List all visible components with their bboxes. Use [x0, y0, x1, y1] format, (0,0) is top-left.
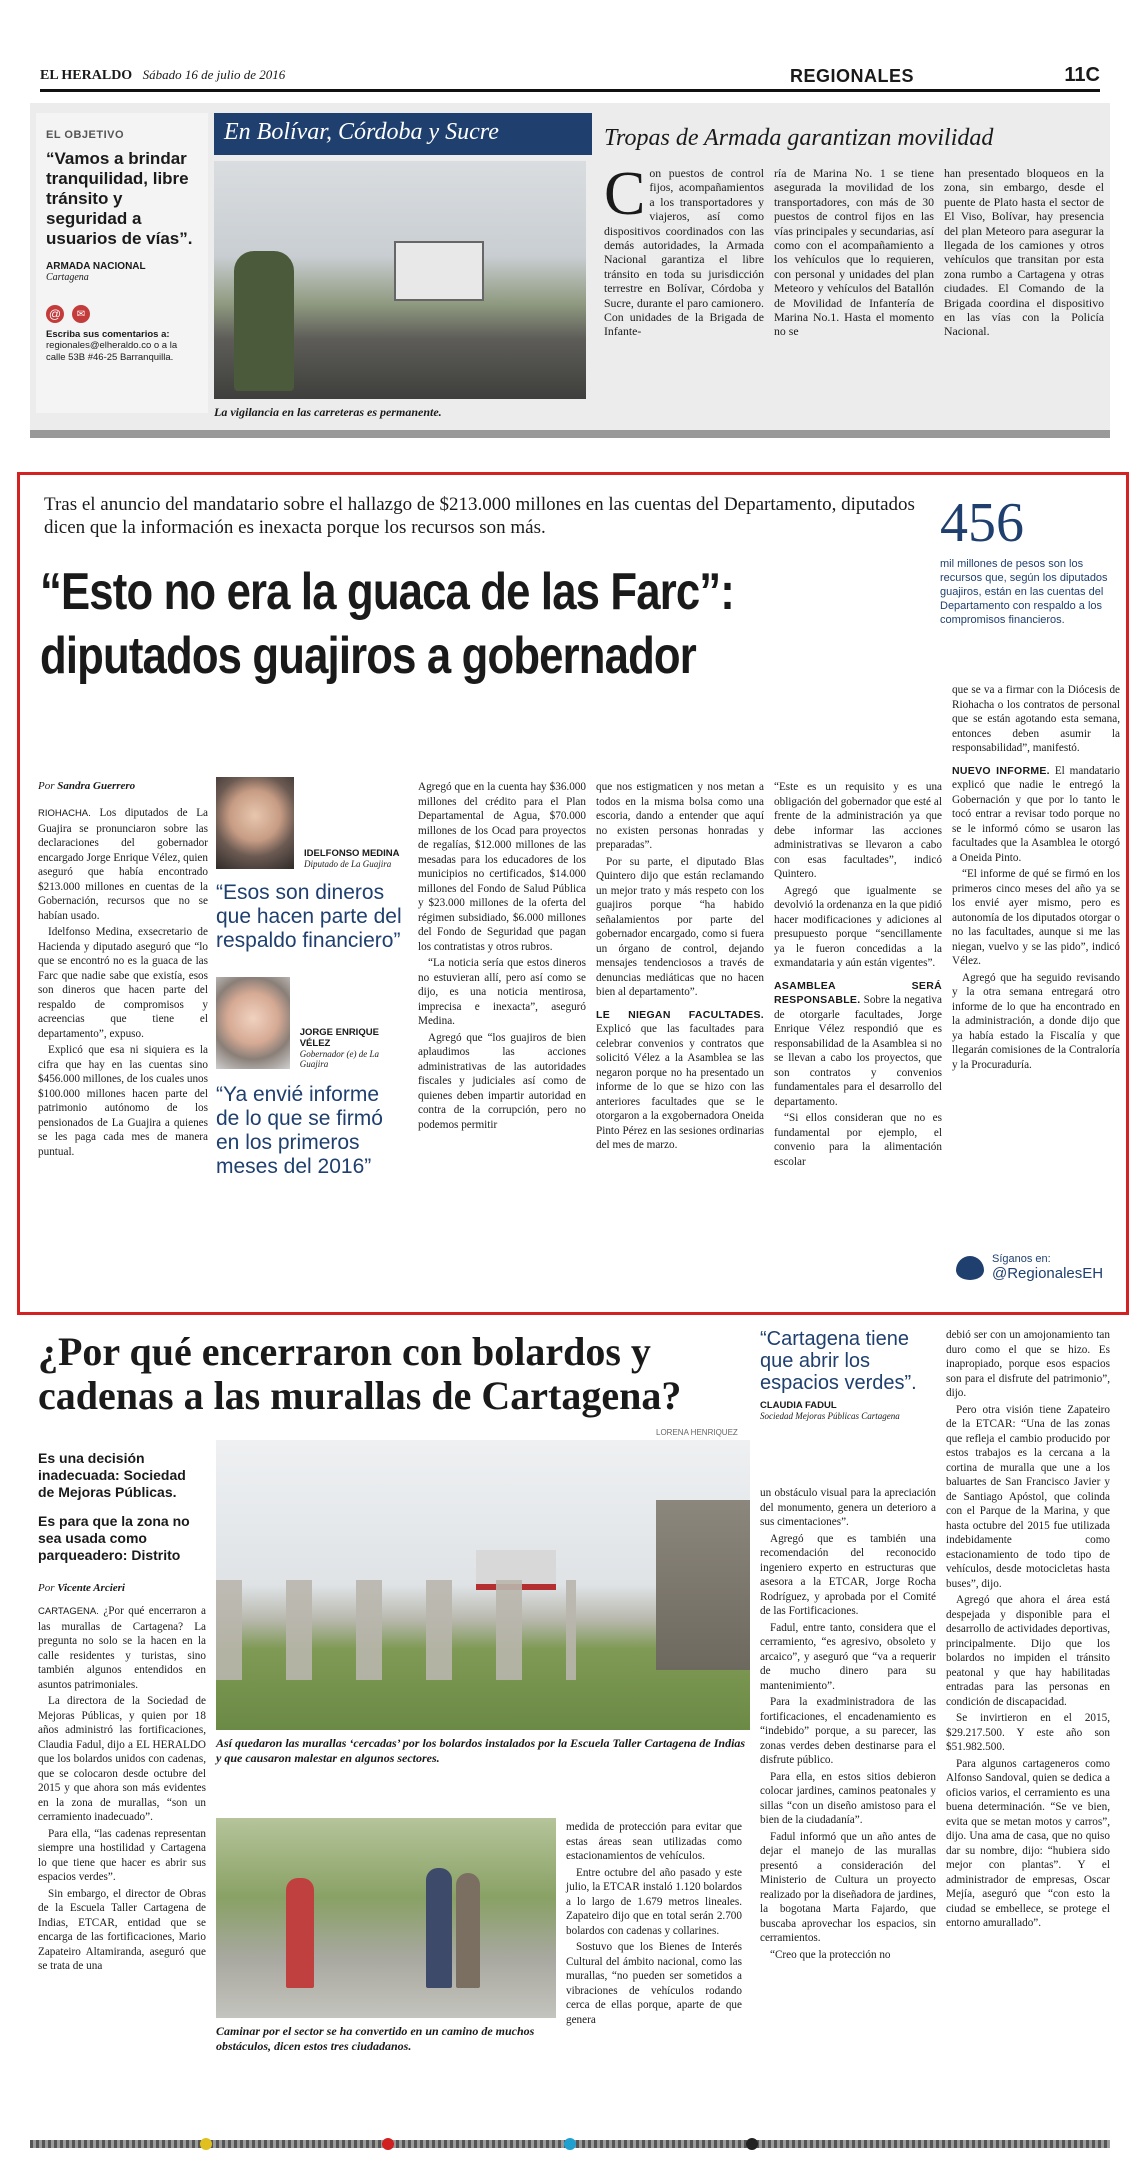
murallas-photo: [216, 1440, 750, 1730]
guaca-c6-2: [952, 764, 1120, 866]
guaca-c4-2: Por su parte, el diputado Blas Quintero dijo que están reclamando un mejor trato y más respeto con los guajiros porque “ha habido señalamientos por parte del gobernador encargado, como si fuera un órgano de control, dejando mensajes tendenciosos a través de denuncias mediáticas que no hacen bien al departamento”.: [596, 855, 764, 998]
guaca-c6-3: “El informe de qué se firmó en los primeros cinco meses del año ya se los envié ayer mismo, pero es autonomía de los diputados otorgar o no las facultades, aunque si me las niegan, vuelvo y se las pido”, indicó Vélez.: [952, 868, 1120, 967]
bolivar-text-2: ría de Marina No. 1 se tiene asegurada la movilidad de los transportadores, con más de 30 puestos de control fijos en las vías principales y secundarias, así como con el acompañamiento a los vehículos que lo requieren, con personal y unidades del plan Meteoro y vehículos del Batallón de Movilidad de Infantería de Marina No.1. Hasta el momento no se: [774, 166, 934, 339]
murallas-quote-role: Sociedad Mejoras Públicas Cartagena: [760, 1411, 900, 1421]
murallas-photo-credit: LORENA HENRIQUEZ: [656, 1428, 738, 1437]
twitter-label: Síganos en:: [992, 1253, 1051, 1265]
m-c4-4: Para la exadministradora de las fortificaciones, el encadenamiento es “indebido” porque, a su parecer, las zonas verdes deben destinarse para el disfrute público.: [760, 1696, 936, 1766]
dropcap: C: [604, 160, 646, 228]
guaca-c6-1: que se va a firmar con la Diócesis de Riohacha o los contratos de personal que se están agotando esta semana, entonces deben asumir la responsabilidad”, manifestó.: [952, 684, 1120, 754]
truck-figure: [394, 241, 484, 301]
guaca-col-1: [38, 780, 208, 1161]
medina-name: IDELFONSO MEDINA: [304, 848, 400, 859]
medina-quote: “Esos son dineros que hacen parte del respaldo financiero”: [216, 881, 402, 952]
m-c4-6: Fadul informó que un año antes de dejar el manejo de las murallas presentó a consideración del Ministerio de Cultura un proyecto realizado por la diseñadora de jardines, la bogotana Marta Fajardo, que buscaba aprovechar los espacios, sin cerramientos.: [760, 1830, 936, 1944]
wall-bastion: [656, 1500, 750, 1670]
soldier-figure: [234, 251, 294, 391]
velez-role: Gobernador (e) de La Guajira: [299, 1049, 379, 1069]
guaca-col-5: [774, 780, 942, 1171]
guaca-c3-3: Agregó que “los guajiros de bien aplaudimos las acciones administrativas de las autoridades fiscales y judiciales así como de quienes deben impartir autoridad en contra de la corrupción, pero no podemos permitir: [418, 1031, 586, 1131]
mail-icon: ✉: [72, 305, 90, 323]
contact-label: Escriba sus comentarios a:: [46, 329, 170, 340]
guaca-col-4: [596, 780, 764, 1155]
m-c1-4: Sin embargo, el director de Obras de la Escuela Taller Cartagena de Indias, ETCAR, entidad que se encarga de las fortificaciones, Mario Zapateiro Altamiranda, aseguró que se trata de una: [38, 1887, 206, 1972]
guaca-stat-text: mil millones de pesos son los recursos que, según los diputados guajiros, están en las cuentas del Departamento con respaldo a los compromisos financieros.: [940, 558, 1108, 626]
murallas-photo-2: [216, 1818, 556, 2018]
dateline: RIOHACHA.: [38, 808, 91, 819]
twitter-icon: [956, 1256, 984, 1280]
twitter-handle: @RegionalesEH: [992, 1265, 1104, 1282]
guaca-quotes-col: [216, 777, 406, 1179]
bolivar-article: [604, 125, 1104, 341]
objetivo-label: EL OBJETIVO: [46, 129, 125, 141]
reg-dot-icon: [382, 2138, 394, 2150]
guaca-c6-after: El mandatario explicó que nadie le entregó la Gobernación y que por lo tanto le tocó entrar a revisar todo porque no se le informó cómo se usaron las facultades que la Asamblea le otorgó a Oneida Pinto.: [952, 764, 1121, 864]
bolivar-text-3: han presentado bloqueos en la zona, sin embargo, desde el puente de Plato hasta el sector de El Viso, Bolívar, hay presencia del plan Meteoro para asegurar la llegada de los camiones y otros vehículos que transitan por esta zona rumbo a Cartagena y otras ciudades. El Comando de la Brigada coordina el dispositivo en las vías con la Policía Nacional.: [944, 166, 1104, 339]
bollards-row: [216, 1580, 576, 1680]
guaca-headline-1: “Esto no era la guaca de las Farc”:: [40, 563, 735, 621]
murallas-article: [30, 1320, 1110, 2140]
m-dateline: CARTAGENA.: [38, 1606, 99, 1617]
contact-icons: [46, 305, 198, 323]
walker-figure-2: [426, 1868, 452, 1988]
guaca-c5-after: Sobre la negativa de otorgarle facultades, Jorge Enrique Vélez respondió que es responsabilidad de la Asamblea si no se llevan a cabo los proyectos, que son contratos y convenios fundamentales para el desarrollo del departamento.: [774, 994, 942, 1108]
m-c1-2: La directora de la Sociedad de Mejoras Públicas, y quien por 18 años administró las fortificaciones, Claudia Fadul, dijo a EL HERALDO que los bolardos unidos con cadenas, que se colocaron desde octubre del 2015 y que ahora son más evidentes en la zona de murallas, “son un cerramiento inadecuado”.: [38, 1695, 206, 1823]
m-c1-1: ¿Por qué encerraron a las murallas de Cartagena? La pregunta no solo se la hacen en la calle residentes y turistas, sino también algunos entendidos en asuntos patrimoniales.: [38, 1605, 207, 1691]
objetivo-quote: “Vamos a brindar tranquilidad, libre tránsito y seguridad a usuarios de vías”.: [46, 149, 193, 248]
guaca-col-3: [418, 780, 586, 1134]
m-c5-4: Se invirtieron en el 2015, $29.217.500. Y este año son $51.982.500.: [946, 1712, 1110, 1753]
guaca-p1: Los diputados de La Guajira se pronunciaron sobre las declaraciones del gobernador encargado Jorge Enrique Vélez, quien aseguró que había encontrado $213.000 millones en cuentas de la Gobernación, recursos que no se habían usado.: [38, 807, 208, 922]
murallas-quote: “Cartagena tiene que abrir los espacios verdes”.: [760, 1328, 917, 1394]
bolivar-banner: En Bolívar, Córdoba y Sucre: [214, 113, 592, 155]
guaca-c4-1: que nos estigmaticen y nos metan a todos en la misma bolsa como una escoria, dando a entender que aquí no existen personas honradas y preparadas”.: [596, 781, 764, 851]
contact-address[interactable]: regionales@elheraldo.co o a la calle 53B #46-25 Barranquilla.: [46, 340, 178, 363]
guaca-stat: 456: [940, 492, 1024, 554]
murallas-col-1: [38, 1450, 206, 1976]
objetivo-box: [36, 113, 208, 413]
m-byline-prefix: Por: [38, 1582, 55, 1594]
guaca-c5-last: “Si ellos consideran que no es fundamental por ejemplo, el convenio para la alimentación escolar: [774, 1112, 942, 1168]
section-name: REGIONALES: [790, 66, 915, 86]
walker-figure-1: [286, 1878, 314, 1988]
guaca-c4-after: Explicó que las facultades para celebrar convenios y contratos que solicitó Vélez a la Asamblea se las negaron porque no ha presentado un informe de lo que se hizo con las anteriores facultades que se le otorgaron a la exgobernadora Oneida Pinto Pérez en las sesiones ordinarias del mes de marzo.: [596, 1023, 764, 1151]
murallas-quote-box: [760, 1328, 936, 1421]
deck-1: Es una decisión inadecuada: Sociedad de Mejoras Públicas.: [38, 1450, 186, 1500]
page-number: 11C: [1064, 64, 1100, 86]
m-byline-author: Vicente Arcieri: [57, 1582, 125, 1594]
guaca-c3-1: Agregó que en la cuenta hay $36.000 millones del crédito para el Plan Departamental de Agua, $70.000 millones de los Ocad para proyectos de regalías, $12.000 millones de las mesadas para los educadores de los municipios no certificados, $14.000 millones del Fondo de Salud Pública y $23.000 millones de la oferta del régimen subsidiado, $6.000 millones del Fondo de Seguridad que pagan los contratistas y otros rubros.: [418, 781, 586, 953]
m-c5-5: Para algunos cartageneros como Alfonso Sandoval, quien se dedica a oficios varios, el cerramiento es una buena determinación. “Se ve bien, evita que se metan motos y carros”, dijo. Una ama de casa, que no quiso dar su nombre, dijo: “hubiera sido mejor con plantas”. Y el administrador de empresas, Oscar Mejía, aseguró que “con esto la ciudad se embellece, se protege el entorno amurallado”.: [946, 1757, 1110, 1929]
m-c5-1: debió ser con un amojonamiento tan duro como el que se hizo. Es inapropiado, porque esos espacios son para el disfrute del patrimonio”, dijo.: [946, 1329, 1110, 1399]
guaca-lead: Tras el anuncio del mandatario sobre el hallazgo de $213.000 millones en las cuentas del Departamento, diputados dicen que la información es inexacta porque los recursos son más.: [44, 494, 915, 538]
murallas-quote-name: CLAUDIA FADUL: [760, 1400, 837, 1411]
guaca-col-6: [952, 683, 1120, 1074]
guaca-c3-2: “La noticia sería que estos dineros no estuvieran allí, pero así como se dijo, es una noticia mentirosa, imprecisa e inexacta”, aseguró Medina.: [418, 957, 586, 1027]
page-header: [40, 66, 1100, 92]
deck-2: Es para que la zona no sea usada como parqueadero: Distrito: [38, 1513, 190, 1563]
bolivar-col-3: [944, 166, 1104, 341]
guaca-c5-1: “Este es un requisito y es una obligación del gobernador que esté al frente de la administración ya que debe informar las acciones administrativas se llevaron a cabo con esas facultades”, indicó Quintero.: [774, 781, 942, 880]
byline-prefix: Por: [38, 780, 55, 792]
m-c3-1: medida de protección para evitar que estas áreas sean utilizadas como estacionamientos de vehículos.: [566, 1821, 742, 1862]
top-band: [30, 103, 1110, 438]
velez-quote: “Ya envié informe de lo que se firmó en los primeros meses del 2016”: [216, 1083, 383, 1178]
highway-photo: [214, 161, 586, 399]
m-c4-1: un obstáculo visual para la apreciación del monumento, genera un deterioro a sus cimentaciones”.: [760, 1487, 936, 1528]
murallas-col-5: [946, 1328, 1110, 1933]
bolivar-photo-block: [214, 113, 592, 428]
m-c5-2: Pero otra visión tiene Zapateiro de la ETCAR: “Una de las zonas que refleja el cambio producido por estos trabajos es la cercana a la cortina de muralla que une a los baluartes de San Francisco Javier y de Santiago Apóstol, que colinda con el Parque de la Marina, y que hasta octubre del 2015 fue utilizada indebidamente como estacionamiento de todo tipo de vehículos, desde motocicletas hasta buses”, dijo.: [946, 1403, 1110, 1590]
bolivar-text-1: on puestos de control fijos, acompañamientos a los transportadores y viajeros, así como dispositivos coordinados con las demás autoridades, la Armada Nacional garantiza el libre tránsito en toda su jurisdicción terrestre en Bolívar, Córdoba y Sucre, durante el paro camionero. Con unidades de la Brigada de Infante-: [604, 166, 764, 339]
subhead-facultades: LE NIEGAN FACULTADES.: [596, 1008, 764, 1021]
m-c5-3: Agregó que ahora el área está despejada y disponible para el desarrollo de actividades deportivas, principalmente. Dijo que los bolardos no impiden el tránsito peatonal y que hay habilitadas entradas para las personas en condición de discapacidad.: [946, 1594, 1110, 1708]
walker-figure-3: [456, 1873, 480, 1988]
m-c4-7: “Creo que la protección no: [770, 1948, 891, 1961]
murallas-caption-2: Caminar por el sector se ha convertido en un camino de muchos obstáculos, dicen estos tres ciudadanos.: [216, 2024, 535, 2053]
velez-name: JORGE ENRIQUE VÉLEZ: [299, 1027, 379, 1049]
reg-dot-icon: [564, 2138, 576, 2150]
m-c4-5: Para ella, en estos sitios debieron colocar jardines, caminos peatonales y sillas “con un diseño amistoso para el bien de la ciudadanía”.: [760, 1770, 936, 1826]
m-c1-3: Para ella, “las cadenas representan siempre una hostilidad y Cartagena lo que tiene que hacer es abrir sus espacios verdes”.: [38, 1827, 206, 1883]
guaca-c5-3: [774, 979, 942, 1110]
guaca-c5-2: Agregó que igualmente se devolvió la ordenanza en la que pidió hacer modificaciones y adiciones al presupuesto porque “sencillamente ya le fueron concedidas a la exmandataria y aún están vigentes”.: [774, 884, 942, 969]
medina-role: Diputado de La Guajira: [304, 859, 392, 869]
subhead-asamblea: ASAMBLEA SERÁ RESPONSABLE.: [774, 979, 942, 1006]
guaca-article: [17, 472, 1129, 1315]
bolivar-caption: La vigilancia en las carreteras es permanente.: [214, 405, 442, 419]
murallas-headline: ¿Por qué encerraron con bolardos y cadenas a las murallas de Cartagena?: [38, 1329, 682, 1418]
murallas-caption-1: Así quedaron las murallas ‘cercadas’ por los bolardos instalados por la Escuela Taller Cartagena de Indias y que causaron malestar en algunos sectores.: [216, 1736, 746, 1765]
paper-name: EL HERALDO: [40, 68, 133, 83]
guaca-c4-3: [596, 1008, 764, 1153]
velez-portrait: [216, 977, 290, 1069]
guaca-c6-4: Agregó que ha seguido revisando y la otra semana entregará otro informe de lo que ha encontrado en la administración, a donde dijo que ya había estado la Fiscalía y que llegarán comisiones de la Contraloría y la Procuraduría.: [952, 971, 1120, 1071]
m-c3-2: Entre octubre del año pasado y este julio, la ETCAR instaló 1.120 bolardos a lo largo de 1.679 metros lineales. Zapateiro dijo que en total serán 2.700 bolardos con cadenas y collarines.: [566, 1866, 742, 1937]
reg-dot-icon: [746, 2138, 758, 2150]
bolivar-title: Tropas de Armada garantizan movilidad: [604, 125, 994, 151]
guaca-headline-2: diputados guajiros a gobernador: [40, 627, 696, 685]
twitter-follow[interactable]: [956, 1253, 1103, 1282]
subhead-informe: NUEVO INFORME.: [952, 764, 1050, 777]
reg-dot-icon: [200, 2138, 212, 2150]
murallas-col-3: [566, 1820, 742, 2029]
registration-marks: [200, 2138, 758, 2150]
byline-author: Sandra Guerrero: [57, 780, 136, 792]
m-c3-3: Sostuvo que los Bienes de Interés Cultural del ámbito nacional, como las murallas, “no pueden ser sometidos a vibraciones de vehículos rodando cerca de ellas porque, aparte de que genera: [566, 1941, 742, 2026]
guaca-p2: Idelfonso Medina, exsecretario de Hacienda y diputado aseguró que “lo que se encontró no es la guaca de las Farc que nadie sabe que existía, esos son dineros que hacen parte del respaldo de compromisos y acreencias que tiene el departamento”, expuso.: [38, 926, 208, 1040]
murallas-col-4: [760, 1486, 936, 1964]
guaca-para-1: [38, 806, 208, 923]
bolivar-col-2: [774, 166, 934, 341]
edition-date: Sábado 16 de julio de 2016: [142, 67, 286, 82]
bolivar-col-1: [604, 160, 764, 341]
medina-portrait: [216, 777, 294, 869]
objetivo-source: ARMADA NACIONAL: [46, 261, 146, 272]
m-c4-3: Fadul, entre tanto, considera que el cerramiento, “es agresivo, obsoleto y arcaico”, y aseguró que “va a requerir de mucho dinero para su mantenimiento”.: [760, 1621, 936, 1692]
m-c4-2: Agregó que es también una recomendación del reconocido ingeniero experto en estructuras que asesora a la ETCAR, Jorge Rocha Rodríguez, y aprobada por el Comité de las Fortificaciones.: [760, 1532, 936, 1617]
guaca-p3: Explicó que esa ni siquiera es la cifra que hay en las cuentas sino $456.000 millones, de los cuales unos $100.000 millones hacen parte del patrimonio autónomo de los pensionados de La Guajira a quienes se les paga cada mes de manera puntual.: [38, 1044, 208, 1158]
objetivo-city: Cartagena: [46, 272, 89, 283]
at-icon: @: [46, 305, 64, 323]
